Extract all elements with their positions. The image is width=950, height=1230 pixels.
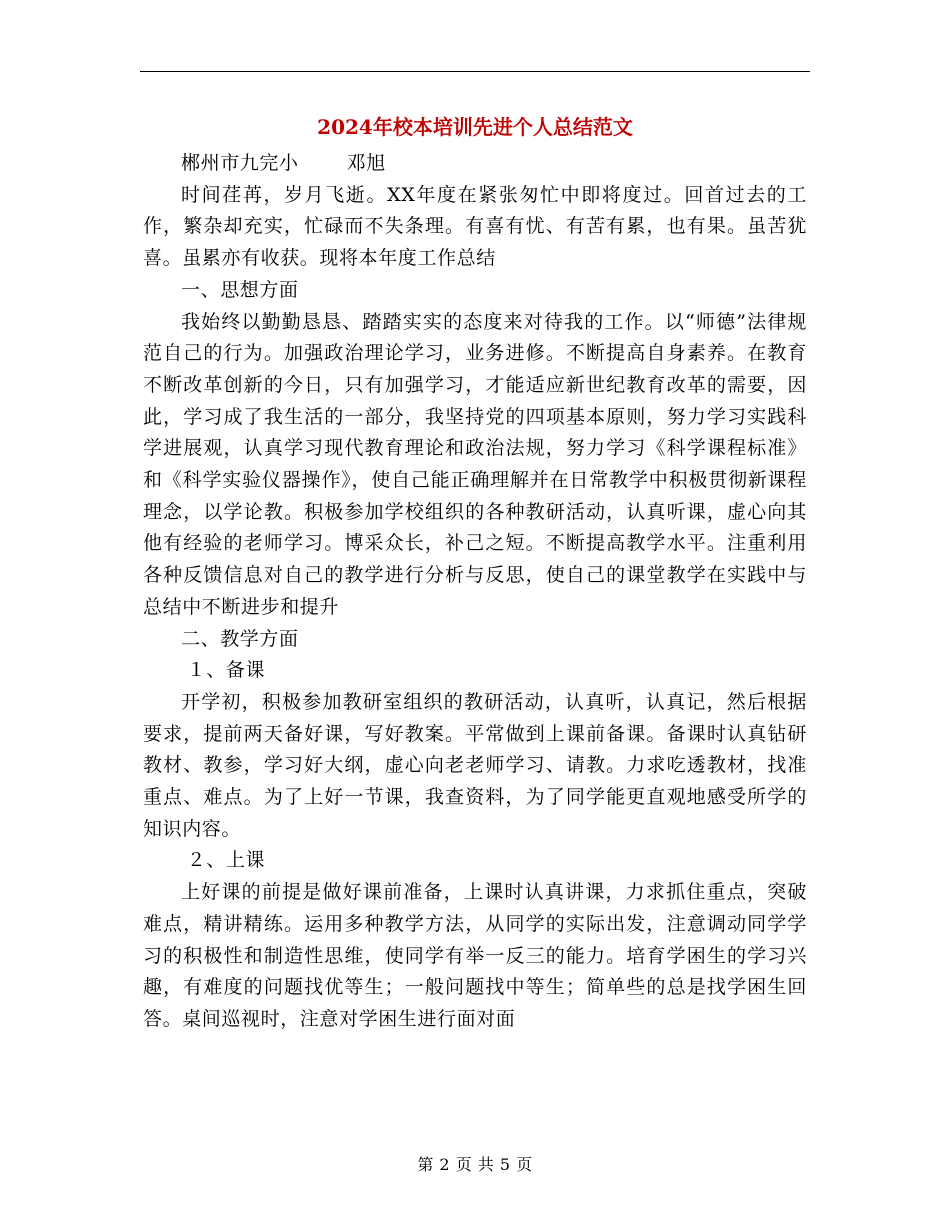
subsection2-paragraph: 上好课的前提是做好课前准备，上课时认真讲课，力求抓住重点，突破难点，精讲精练。运用多种教学方法，从同学的实际出发，注意调动同学学习的积极性和制造性思维，使同学有举一反三的能力。培育学困生的学习兴趣，有难度的问题找优等生；一般问题找中等生；简单些的总是找学困生回答。桌间巡视时，注意对学困生进行面对面 <box>143 881 807 1030</box>
header-rule <box>140 71 810 72</box>
author-line <box>143 148 807 180</box>
section2-heading: 二、教学方面 <box>181 627 299 650</box>
subsection1-heading: １、备课 <box>186 659 266 682</box>
author-name: 邓旭 <box>346 152 386 174</box>
section1-paragraph: 我始终以勤勤恳恳、踏踏实实的态度来对待我的工作。以“师德”法律规范自己的行为。加强政治理论学习，业务进修。不断提高自身素养。在教育不断改革创新的今日，只有加强学习，才能适应新世纪教育改革的需要，因此，学习成了我生活的一部分，我坚持党的四项基本原则，努力学习实践科学进展观，认真学习现代教育理论和政治法规，努力学习《科学课程标准》和《科学实验仪器操作》，使自己能正确理解并在日常教学中积极贯彻新课程理念，以学论教。积极参加学校组织的各种教研活动，认真听课，虚心向其他有经验的老师学习。博采众长，补己之短。不断提高教学水平。注重利用各种反馈信息对自己的教学进行分析与反思，使自己的课堂教学在实践中与总结中不断进步和提升 <box>143 310 807 618</box>
document-title: 2024年校本培训先进个人总结范文 <box>317 115 633 139</box>
subsection1-paragraph: 开学初，积极参加教研室组织的教研活动，认真听，认真记，然后根据要求，提前两天备好课，写好教案。平常做到上课前备课。备课时认真钻研教材、教参，学习好大纲，虚心向老老师学习、请教。力求吃透教材，找准重点、难点。为了上好一节课，我查资料，为了同学能更直观地感受所学的知识内容。 <box>143 690 807 840</box>
intro-paragraph: 时间荏苒，岁月飞逝。XX年度在紧张匆忙中即将度过。回首过去的工作，繁杂却充实，忙碌而不失条理。有喜有忧、有苦有累，也有果。虽苦犹喜。虽累亦有收获。现将本年度工作总结 <box>143 183 807 270</box>
page-number: 第 2 页 共 5 页 <box>417 1155 533 1174</box>
document-body <box>143 148 807 1036</box>
author-school: 郴州市九完小 <box>181 152 299 174</box>
subsection2-heading: ２、上课 <box>186 849 266 872</box>
section1-heading: 一、思想方面 <box>181 278 299 301</box>
